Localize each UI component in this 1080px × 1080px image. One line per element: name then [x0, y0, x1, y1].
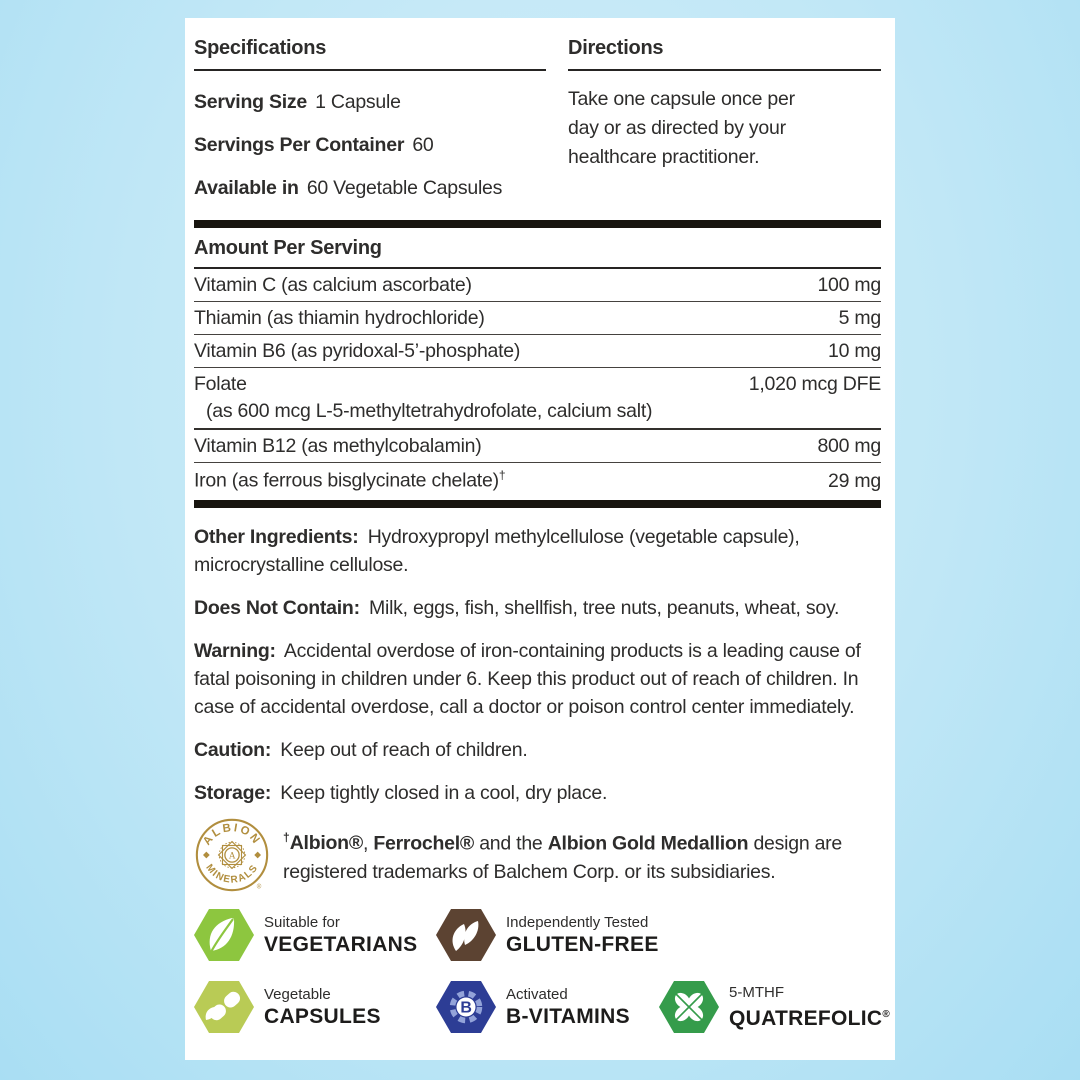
vegetarians-badge: [194, 908, 436, 962]
badge-row-1: [194, 908, 881, 962]
nutrient-name: Vitamin C (as calcium ascorbate): [194, 274, 472, 296]
directions-section: [568, 32, 881, 200]
nutrient-amount: 1,020 mcg DFE: [748, 373, 881, 395]
nutrient-name: Folate: [194, 373, 247, 395]
serving-size-row: Serving Size 1 Capsule: [194, 91, 401, 113]
directions-title: Directions: [568, 32, 881, 71]
svg-text:®: ®: [256, 882, 262, 890]
badge-small-text: Independently Tested: [506, 913, 649, 931]
dagger-mark: †: [498, 468, 506, 482]
specifications-title: Specifications: [194, 32, 546, 71]
badge-big-text: B-VITAMINS: [506, 1004, 630, 1028]
nutrient-name: Thiamin (as thiamin hydrochloride): [194, 307, 485, 329]
table-top-bar: [194, 220, 881, 228]
caution-note: Caution: Keep out of reach of children.: [194, 738, 528, 761]
nutrient-amount: 5 mg: [838, 307, 881, 329]
directions-text: Take one capsule once per day or as directed by your healthcare practitioner.: [568, 88, 795, 168]
table-row: [194, 335, 881, 368]
b-gear-icon: [436, 980, 496, 1034]
nutrient-name: Vitamin B12 (as methylcobalamin): [194, 435, 482, 457]
capsule-icon: [194, 980, 254, 1034]
table-row: [194, 302, 881, 335]
leaf-icon: [194, 908, 254, 962]
supplement-label-panel: [185, 18, 895, 1060]
badge-row-2: [194, 980, 890, 1034]
available-in-row: Available in 60 Vegetable Capsules: [194, 177, 503, 199]
gluten-free-badge: [436, 908, 659, 962]
svg-text:A: A: [228, 851, 236, 862]
trademark-section: [194, 817, 881, 893]
clover-icon: [659, 980, 719, 1034]
table-row: [194, 269, 881, 302]
table-row: [194, 463, 881, 497]
badge-big-text: VEGETARIANS: [264, 932, 418, 956]
wheat-icon: [436, 908, 496, 962]
nutrient-amount: 100 mg: [817, 274, 881, 296]
nutrient-name: Vitamin B6 (as pyridoxal-5’-phosphate): [194, 340, 521, 362]
svg-text:ALBION: ALBION: [201, 821, 263, 848]
nutrient-amount: 800 mg: [817, 435, 881, 457]
svg-text:B: B: [460, 999, 472, 1016]
quatrefolic-badge: [659, 980, 890, 1034]
badge-small-text: 5-MTHF: [729, 983, 784, 1001]
nutrient-amount: 10 mg: [828, 340, 881, 362]
svg-text:MINERALS: MINERALS: [203, 861, 261, 886]
table-bottom-bar: [194, 500, 881, 508]
trademark-text: †Albion®, Ferrochel® and the Albion Gold Medallion design are registered trademarks of Balchem Corp. or its subsidiaries.: [283, 830, 843, 884]
badge-small-text: Vegetable: [264, 985, 331, 1003]
amount-per-serving-header: Amount Per Serving: [194, 228, 881, 269]
badge-small-text: Suitable for: [264, 913, 340, 931]
badge-big-text: QUATREFOLIC®: [729, 1006, 890, 1030]
b-vitamins-badge: [436, 980, 659, 1034]
table-row-folate: [194, 368, 881, 430]
warning-note: Warning: Accidental overdose of iron-containing products is a leading cause of fatal poisoning in children under 6. Keep this product out of reach of children. In case of accidental overdose, call a doctor or poison control center immediately.: [194, 639, 861, 718]
badge-small-text: Activated: [506, 985, 568, 1003]
vegetable-capsules-badge: [194, 980, 436, 1034]
specifications-section: [194, 32, 546, 200]
table-row: [194, 430, 881, 463]
nutrient-name: Iron (as ferrous bisglycinate chelate)†: [194, 468, 506, 492]
storage-note: Storage: Keep tightly closed in a cool, dry place.: [194, 781, 608, 804]
top-columns: [194, 32, 881, 200]
badge-big-text: GLUTEN-FREE: [506, 932, 659, 956]
nutrient-amount: 29 mg: [828, 469, 881, 492]
albion-minerals-logo-icon: [194, 817, 270, 893]
nutrient-subname: (as 600 mcg L-5-methyltetrahydrofolate, calcium salt): [206, 400, 653, 422]
badge-big-text: CAPSULES: [264, 1004, 381, 1028]
does-not-contain-note: Does Not Contain: Milk, eggs, fish, shellfish, tree nuts, peanuts, wheat, soy.: [194, 596, 840, 619]
servings-per-container-row: Servings Per Container 60: [194, 134, 434, 156]
other-ingredients-note: Other Ingredients: Hydroxypropyl methylcellulose (vegetable capsule), microcrystalline cellulose.: [194, 525, 800, 576]
